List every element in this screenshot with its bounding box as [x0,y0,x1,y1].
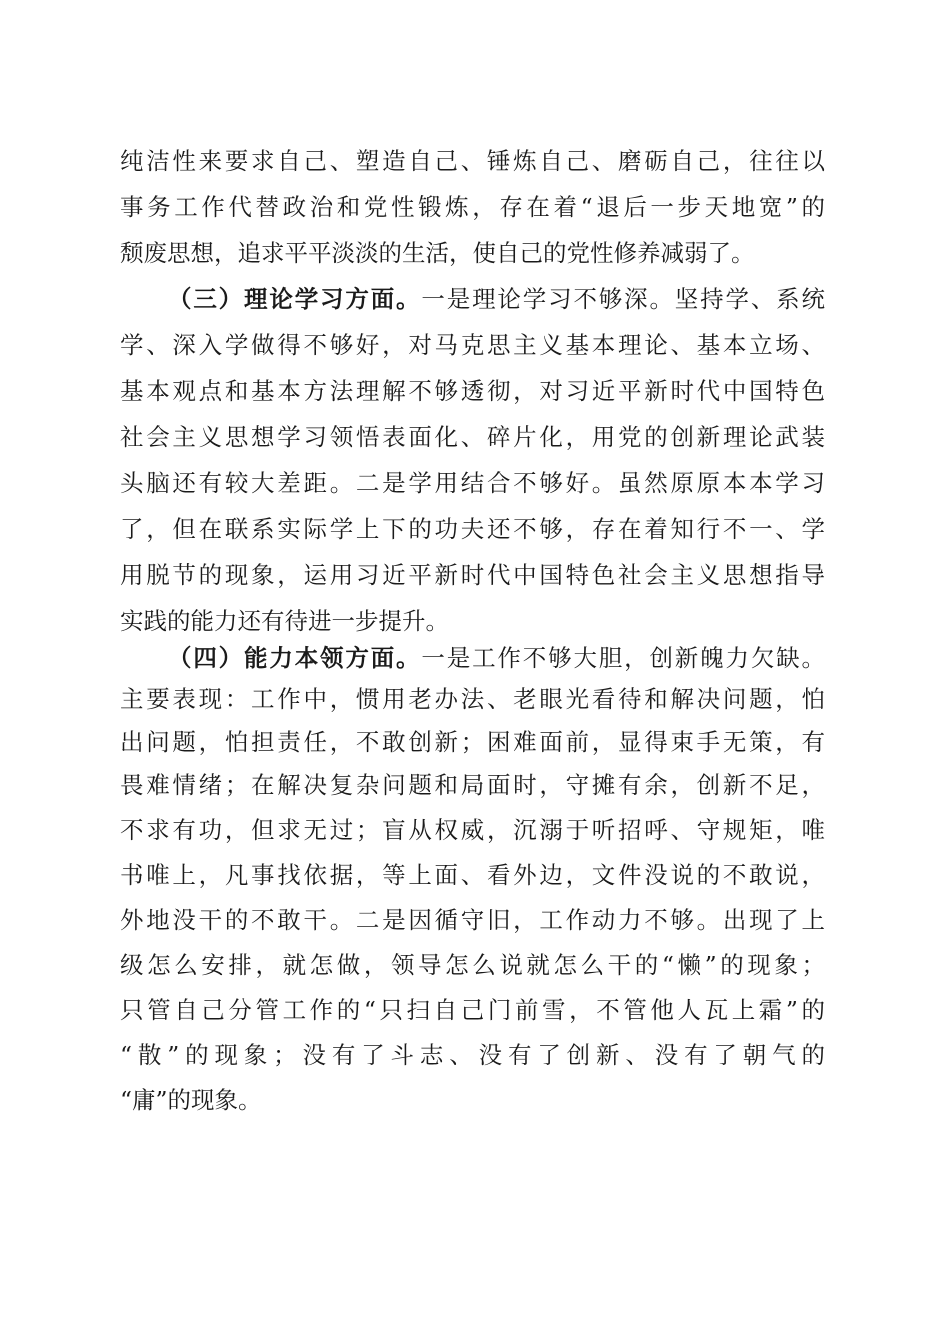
paragraph-line: 事务工作代替政治和党性锻炼，存在着“退后一步天地宽”的 [120,193,825,221]
paragraph-line: 头脑还有较大差距。二是学用结合不够好。虽然原原本本学习 [120,469,825,497]
section-heading-line [168,638,825,678]
section-heading: （四）能力本领方面。 [168,644,422,672]
section-heading: （三）理论学习方面。 [168,285,422,313]
paragraph-line: 级怎么安排，就怎做，领导怎么说就怎么干的“懒”的现象； [120,951,825,979]
paragraph-line: 纯洁性来要求自己、塑造自己、锤炼自己、磨砺自己，往往以 [120,147,825,175]
paragraph-line: 实践的能力还有待进一步提升。 [120,607,449,635]
paragraph-line: 畏难情绪；在解决复杂问题和局面时，守摊有余，创新不足， [120,771,825,799]
paragraph-line: 只管自己分管工作的“只扫自己门前雪，不管他人瓦上霜”的 [120,996,825,1024]
paragraph-text: 一是理论学习不够深。坚持学、系统 [421,285,826,313]
paragraph-line: 了，但在联系实际学上下的功夫还不够，存在着知行不一、学 [120,515,825,543]
paragraph-line: 主要表现：工作中，惯用老办法、老眼光看待和解决问题，怕 [120,685,825,713]
paragraph-line: 基本观点和基本方法理解不够透彻，对习近平新时代中国特色 [120,377,825,405]
paragraph-line: 颓废思想，追求平平淡淡的生活，使自己的党性修养减弱了。 [120,239,755,267]
paragraph-line: 书唯上，凡事找依据，等上面、看外边，文件没说的不敢说， [120,861,825,889]
section-heading-line [168,279,825,319]
paragraph-line: “庸”的现象。 [120,1086,262,1114]
paragraph-text: 一是工作不够大胆，创新魄力欠缺。 [421,644,826,672]
paragraph-line: 外地没干的不敢干。二是因循守旧，工作动力不够。出现了上 [120,906,825,934]
paragraph-line: 学、深入学做得不够好，对马克思主义基本理论、基本立场、 [120,331,825,359]
paragraph-line: 出问题，怕担责任，不敢创新；困难面前，显得束手无策，有 [120,728,825,756]
paragraph-line: “散”的现象；没有了斗志、没有了创新、没有了朝气的 [120,1041,825,1069]
paragraph-line: 用脱节的现象，运用习近平新时代中国特色社会主义思想指导 [120,561,825,589]
paragraph-line: 社会主义思想学习领悟表面化、碎片化，用党的创新理论武装 [120,423,825,451]
paragraph-line: 不求有功，但求无过；盲从权威，沉溺于听招呼、守规矩，唯 [120,816,825,844]
